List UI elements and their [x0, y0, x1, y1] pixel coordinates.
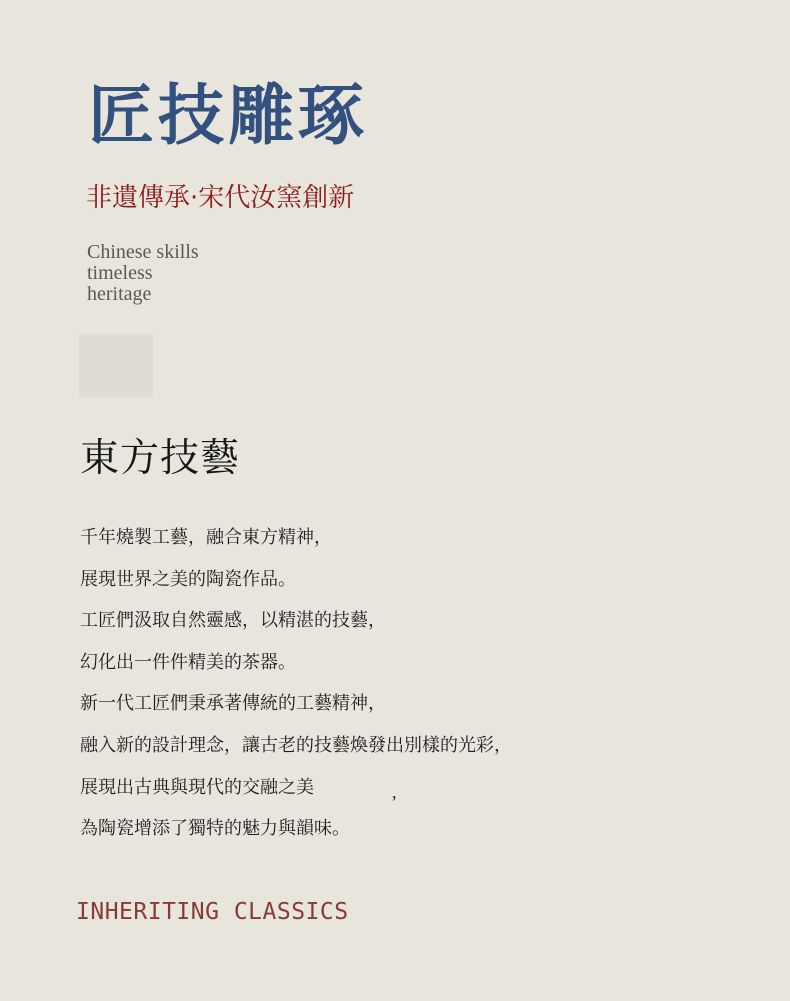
- english-tagline-line: Chinese skills: [87, 241, 199, 263]
- english-tagline-line: timeless: [87, 262, 153, 284]
- paragraph-line: 為陶瓷增添了獨特的魅力與韻味。: [80, 818, 350, 840]
- paragraph-line: 新一代工匠們秉承著傳統的工藝精神，: [80, 693, 386, 715]
- footer-label: INHERITING CLASSICS: [76, 899, 349, 925]
- paragraph-line: 千年燒製工藝，融合東方精神，: [80, 527, 332, 548]
- paragraph-line: 展現出古典與現代的交融之美: [80, 776, 314, 798]
- english-tagline-line: heritage: [87, 283, 152, 305]
- paragraph-line: 幻化出一件件精美的茶器。: [80, 651, 296, 673]
- english-tagline: [87, 242, 307, 305]
- paragraph-line: 展現世界之美的陶瓷作品。: [80, 568, 296, 590]
- stray-comma: ,: [392, 782, 397, 802]
- page-subtitle: 非遺傳承·宋代汝窯創新: [86, 183, 355, 213]
- section-heading: 東方技藝: [80, 436, 241, 481]
- page-title: 匠技雕琢: [88, 76, 368, 154]
- section-paragraph: [80, 525, 680, 858]
- paragraph-line: 工匠們汲取自然靈感，以精湛的技藝，: [80, 610, 386, 632]
- decorative-placeholder-block: [79, 334, 153, 397]
- paragraph-line: 融入新的設計理念，讓古老的技藝煥發出別樣的光彩，: [80, 734, 512, 756]
